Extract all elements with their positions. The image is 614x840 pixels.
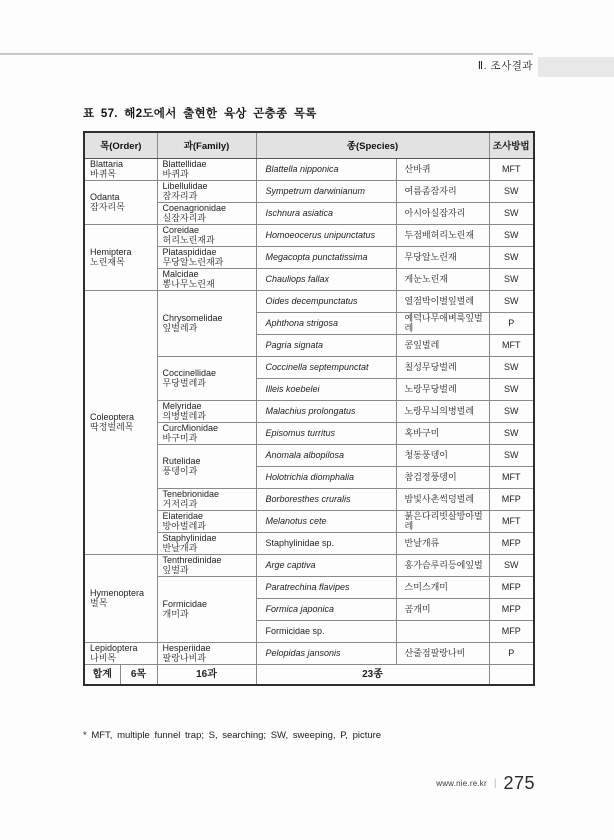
order-cell: Hymenoptera 벌목	[84, 554, 157, 642]
family-cell: Tenebrionidae 거저리과	[157, 488, 256, 510]
survey-method: SW	[489, 268, 534, 290]
species-table	[83, 131, 535, 686]
method-legend-footnote: * MFT, multiple funnel trap; S, searching; SW, sweeping, P, picture	[83, 730, 382, 741]
species-scientific-name: Holotrichia diomphalia	[256, 466, 396, 488]
survey-method: SW	[489, 356, 534, 378]
survey-method: SW	[489, 290, 534, 312]
survey-method: MFP	[489, 576, 534, 598]
family-cell: Tenthredinidae 잎벌과	[157, 554, 256, 576]
species-korean-name: 산줄점팔랑나비	[396, 642, 489, 664]
species-korean-name: 두점배허리노린재	[396, 224, 489, 246]
species-korean-name: 산바퀴	[396, 158, 489, 180]
header-row	[84, 132, 534, 158]
total-row	[84, 664, 534, 685]
order-cell: Blattaria 바퀴목	[84, 158, 157, 180]
total-order-count: 6목	[120, 664, 157, 685]
species-korean-name: 밤빛사촌썩덩벌레	[396, 488, 489, 510]
species-scientific-name: Illeis koebelei	[256, 378, 396, 400]
survey-method: MFT	[489, 158, 534, 180]
family-cell: Staphylinidae 반날개과	[157, 532, 256, 554]
table-footer	[84, 664, 534, 685]
survey-method: MFP	[489, 598, 534, 620]
family-cell: Coenagrionidae 실잠자리과	[157, 202, 256, 224]
species-korean-name: 반날개류	[396, 532, 489, 554]
species-scientific-name: Anomala albopilosa	[256, 444, 396, 466]
species-korean-name: 무당알노린재	[396, 246, 489, 268]
species-scientific-name: Arge captiva	[256, 554, 396, 576]
species-scientific-name: Pelopidas jansonis	[256, 642, 396, 664]
total-species-count: 23종	[256, 664, 489, 685]
species-scientific-name: Coccinella septempunctat	[256, 356, 396, 378]
survey-method: SW	[489, 202, 534, 224]
survey-method: SW	[489, 180, 534, 202]
table-row	[84, 158, 534, 180]
family-cell: Rutelidae 풍뎅이과	[157, 444, 256, 488]
species-scientific-name: Pagria signata	[256, 334, 396, 356]
species-scientific-name: Episomus turritus	[256, 422, 396, 444]
species-scientific-name: Paratrechina flavipes	[256, 576, 396, 598]
family-cell: Coreidae 허리노린재과	[157, 224, 256, 246]
survey-method: SW	[489, 444, 534, 466]
table-header	[84, 132, 534, 158]
species-korean-name: 홍가슴루리등에잎벌	[396, 554, 489, 576]
species-korean-name: 여름좀잠자리	[396, 180, 489, 202]
survey-method: P	[489, 642, 534, 664]
species-korean-name: 게눈노린재	[396, 268, 489, 290]
survey-method: MFT	[489, 510, 534, 532]
species-scientific-name: Ischnura asiatica	[256, 202, 396, 224]
table-row	[84, 180, 534, 202]
header-section-label: Ⅱ. 조사결과	[477, 60, 533, 72]
species-korean-name: 곰개미	[396, 598, 489, 620]
family-cell: Libellulidae 잠자리과	[157, 180, 256, 202]
species-korean-name: 아시아실잠자리	[396, 202, 489, 224]
survey-method: P	[489, 312, 534, 334]
survey-method: MFP	[489, 488, 534, 510]
species-korean-name: 스미스개미	[396, 576, 489, 598]
order-cell: Hemiptera 노린재목	[84, 224, 157, 290]
family-cell: Hesperiidae 팔랑나비과	[157, 642, 256, 664]
species-scientific-name: Megacopta punctatissima	[256, 246, 396, 268]
col-header-order: 목(Order)	[84, 132, 157, 158]
order-cell: Coleoptera 딱정벌레목	[84, 290, 157, 554]
order-cell: Odanta 잠자리목	[84, 180, 157, 224]
species-scientific-name: Melanotus cete	[256, 510, 396, 532]
species-korean-name: 노랑무늬의병벌레	[396, 400, 489, 422]
total-family-count: 16과	[157, 664, 256, 685]
family-cell: Elateridae 방아벌레과	[157, 510, 256, 532]
species-korean-name: 혹바구미	[396, 422, 489, 444]
species-korean-name: 참검정풍뎅이	[396, 466, 489, 488]
survey-method: MFT	[489, 466, 534, 488]
col-header-species: 종(Species)	[256, 132, 489, 158]
survey-method: SW	[489, 554, 534, 576]
species-korean-name	[396, 620, 489, 642]
family-cell: CurcMionidae 바구미과	[157, 422, 256, 444]
species-scientific-name: Malachius prolongatus	[256, 400, 396, 422]
species-scientific-name: Oides decempunctatus	[256, 290, 396, 312]
table-row	[84, 224, 534, 246]
table-row	[84, 554, 534, 576]
species-korean-name: 콩잎벌레	[396, 334, 489, 356]
page-footer	[436, 773, 535, 794]
table-row	[84, 642, 534, 664]
family-cell: Coccinellidae 무당벌레과	[157, 356, 256, 400]
survey-method: MFP	[489, 620, 534, 642]
page-edge-tab	[538, 57, 614, 77]
species-scientific-name: Homoeocerus unipunctatus	[256, 224, 396, 246]
species-scientific-name: Aphthona strigosa	[256, 312, 396, 334]
total-method-cell	[489, 664, 534, 685]
species-scientific-name: Formicidae sp.	[256, 620, 396, 642]
survey-method: SW	[489, 378, 534, 400]
family-cell: Blattellidae 바퀴과	[157, 158, 256, 180]
species-scientific-name: Blattella nipponica	[256, 158, 396, 180]
species-korean-name: 예덕나무애벼룩잎벌레	[396, 312, 489, 334]
col-header-family: 과(Family)	[157, 132, 256, 158]
survey-method: SW	[489, 224, 534, 246]
species-scientific-name: Borboresthes cruralis	[256, 488, 396, 510]
species-korean-name: 노랑무당벌레	[396, 378, 489, 400]
family-cell: Malcidae 뽕나무노린재	[157, 268, 256, 290]
species-korean-name: 칠성무당벌레	[396, 356, 489, 378]
order-cell: Lepidoptera 나비목	[84, 642, 157, 664]
footer-separator: |	[493, 778, 497, 789]
website-url: www.nie.re.kr	[436, 779, 487, 788]
species-korean-name: 붉은다리빗살방아벌레	[396, 510, 489, 532]
col-header-method: 조사방법	[489, 132, 534, 158]
survey-method: MFT	[489, 334, 534, 356]
survey-method: SW	[489, 422, 534, 444]
header-rule	[0, 53, 533, 55]
species-scientific-name: Sympetrum darwinianum	[256, 180, 396, 202]
survey-method: SW	[489, 400, 534, 422]
species-scientific-name: Formica japonica	[256, 598, 396, 620]
species-korean-name: 청동풍뎅이	[396, 444, 489, 466]
family-cell: Plataspididae 무당알노린재과	[157, 246, 256, 268]
species-korean-name: 열점박이별잎벌레	[396, 290, 489, 312]
total-label: 합계	[84, 664, 120, 685]
family-cell: Chrysomelidae 잎벌레과	[157, 290, 256, 356]
species-scientific-name: Chauliops fallax	[256, 268, 396, 290]
family-cell: Formicidae 개미과	[157, 576, 256, 642]
species-table-body	[84, 158, 534, 664]
species-scientific-name: Staphylinidae sp.	[256, 532, 396, 554]
table-title: 표 57. 해2도에서 출현한 육상 곤충종 목록	[83, 108, 317, 120]
survey-method: SW	[489, 246, 534, 268]
table-row	[84, 290, 534, 312]
family-cell: Melyridae 의병벌레과	[157, 400, 256, 422]
survey-method: MFP	[489, 532, 534, 554]
page-number: 275	[503, 773, 535, 793]
